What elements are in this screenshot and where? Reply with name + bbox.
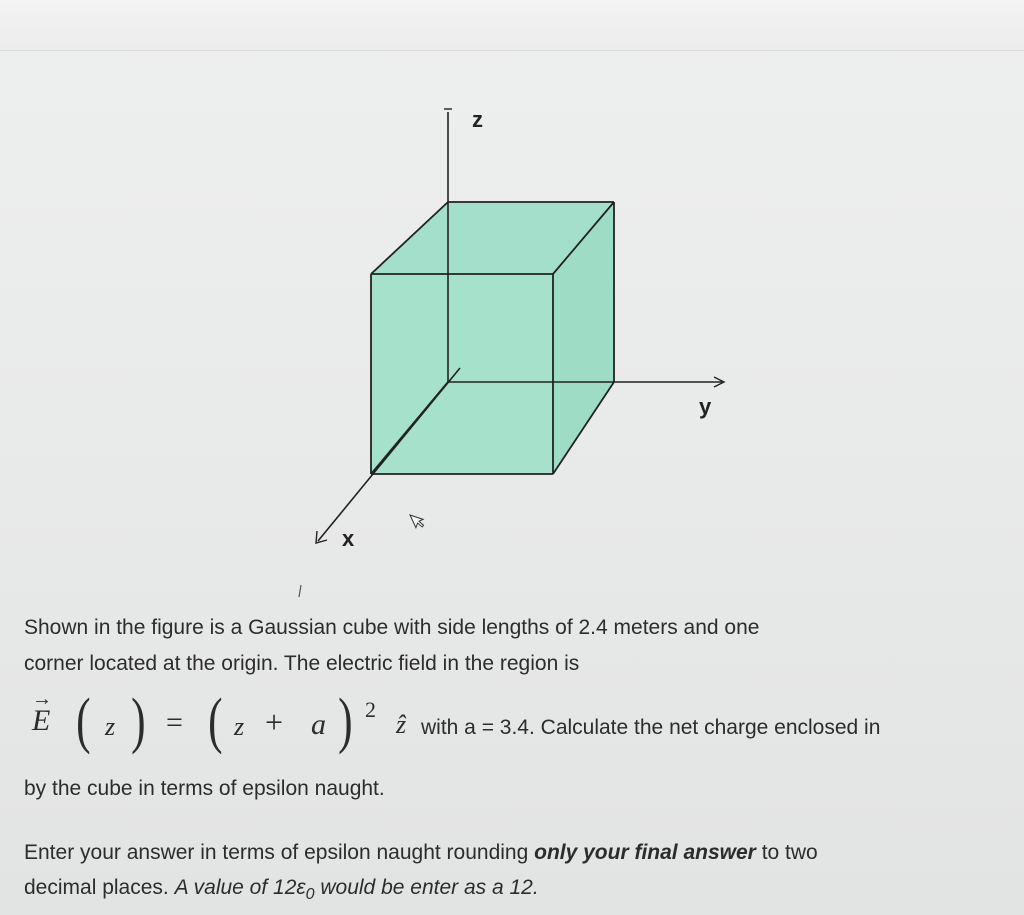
eq-equals: = bbox=[166, 706, 183, 739]
eq-symbol-z2: z bbox=[234, 712, 245, 741]
z-axis-label: z bbox=[472, 107, 483, 132]
instructions-line-1 bbox=[24, 840, 818, 866]
eq-left-paren-2: ( bbox=[208, 687, 223, 755]
eq-left-paren: ( bbox=[76, 687, 91, 755]
mouse-cursor-icon bbox=[410, 511, 426, 530]
stray-mark bbox=[299, 585, 301, 597]
instructions-text-2: to two bbox=[755, 841, 818, 864]
instructions-text-1: Enter your answer in terms of epsilon naught rounding bbox=[24, 841, 535, 864]
problem-line-3: with a = 3.4. Calculate the net charge enclosed in bbox=[421, 716, 881, 739]
instructions-emphasis: only your final answer bbox=[534, 841, 756, 864]
instructions-text-3: decimal places. bbox=[24, 876, 175, 899]
problem-line-2: corner located at the origin. The electric field in the region is bbox=[24, 652, 580, 675]
eq-symbol-z: z bbox=[105, 712, 116, 741]
eq-right-paren-2: ) bbox=[338, 687, 353, 755]
y-axis-label: y bbox=[699, 394, 712, 419]
epsilon-subscript: 0 bbox=[305, 886, 315, 904]
eq-plus: + bbox=[265, 704, 284, 740]
eq-right-paren: ) bbox=[131, 687, 146, 755]
eq-symbol-E: E bbox=[32, 704, 51, 737]
vector-arrow: → bbox=[32, 688, 52, 710]
eq-z-hat: ẑ bbox=[396, 710, 407, 739]
epsilon-symbol: ε bbox=[296, 876, 306, 899]
instructions-text-5: would be enter as a 12. bbox=[314, 876, 539, 899]
eq-exponent: 2 bbox=[365, 697, 376, 722]
eq-symbol-a: a bbox=[311, 708, 326, 741]
x-axis-label: x bbox=[342, 526, 355, 551]
problem-line-1: Shown in the figure is a Gaussian cube with side lengths of 2.4 meters and one bbox=[24, 616, 760, 639]
instructions-text-4: A value of 12 bbox=[174, 876, 297, 899]
instructions-line-2 bbox=[24, 875, 539, 905]
problem-line-4: by the cube in terms of epsilon naught. bbox=[24, 777, 385, 800]
